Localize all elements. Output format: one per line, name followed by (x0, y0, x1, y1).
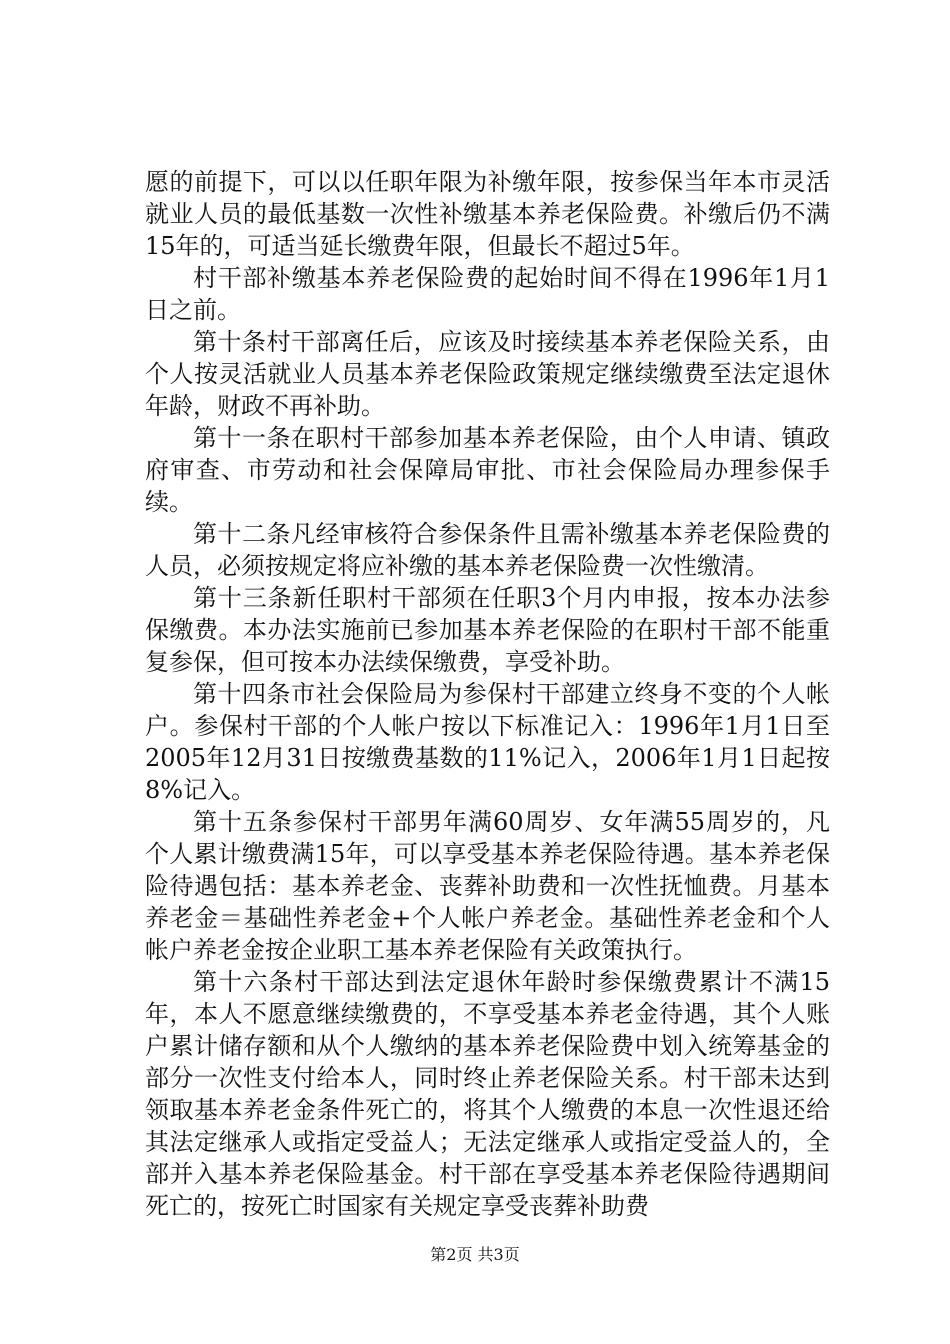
paragraph-article-14: 第十四条市社会保险局为参保村干部建立终身不变的个人帐户。参保村干部的个人帐户按以下标准记入：1996年1月1日至2005年12月31日按缴费基数的11%记入，2006年1月1日起按8%记入。 (145, 680, 830, 804)
paragraph-article-12: 第十二条凡经审核符合参保条件且需补缴基本养老保险费的人员，必须按规定将应补缴的基本养老保险费一次性缴清。 (145, 520, 830, 580)
page-footer: 第2页 共3页 (430, 1245, 520, 1264)
paragraph-article-11: 第十一条在职村干部参加基本养老保险，由个人申请、镇政府审查、市劳动和社会保障局审批、市社会保险局办理参保手续。 (145, 424, 830, 516)
paragraph-article-10: 第十条村干部离任后，应该及时接续基本养老保险关系，由个人按灵活就业人员基本养老保险政策规定继续缴费至法定退休年龄，财政不再补助。 (145, 328, 830, 420)
paragraph-article-15: 第十五条参保村干部男年满60周岁、女年满55周岁的，凡个人累计缴费满15年，可以享受基本养老保险待遇。基本养老保险待遇包括：基本养老金、丧葬补助费和一次性抚恤费。月基本养老金＝基础性养老金+个人帐户养老金。基础性养老金和个人帐户养老金按企业职工基本养老保险有关政策执行。 (145, 808, 830, 964)
document-body (145, 166, 830, 1222)
paragraph-continuation: 愿的前提下，可以以任职年限为补缴年限，按参保当年本市灵活就业人员的最低基数一次性补缴基本养老保险费。补缴后仍不满15年的，可适当延长缴费年限，但最长不超过5年。 (145, 168, 830, 260)
paragraph-start-date: 村干部补缴基本养老保险费的起始时间不得在1996年1月1日之前。 (145, 264, 830, 324)
paragraph-article-16: 第十六条村干部达到法定退休年龄时参保缴费累计不满15年，本人不愿意继续缴费的，不享受基本养老金待遇，其个人账户累计储存额和从个人缴纳的基本养老保险费中划入统筹基金的部分一次性支付给本人，同时终止养老保险关系。村干部未达到领取基本养老金条件死亡的，将其个人缴费的本息一次性退还给其法定继承人或指定受益人；无法定继承人或指定受益人的，全部并入基本养老保险基金。村干部在享受基本养老保险待遇期间死亡的，按死亡时国家有关规定享受丧葬补助费 (145, 968, 830, 1220)
paragraph-article-13: 第十三条新任职村干部须在任职3个月内申报，按本办法参保缴费。本办法实施前已参加基本养老保险的在职村干部不能重复参保，但可按本办法续保缴费，享受补助。 (145, 584, 830, 676)
